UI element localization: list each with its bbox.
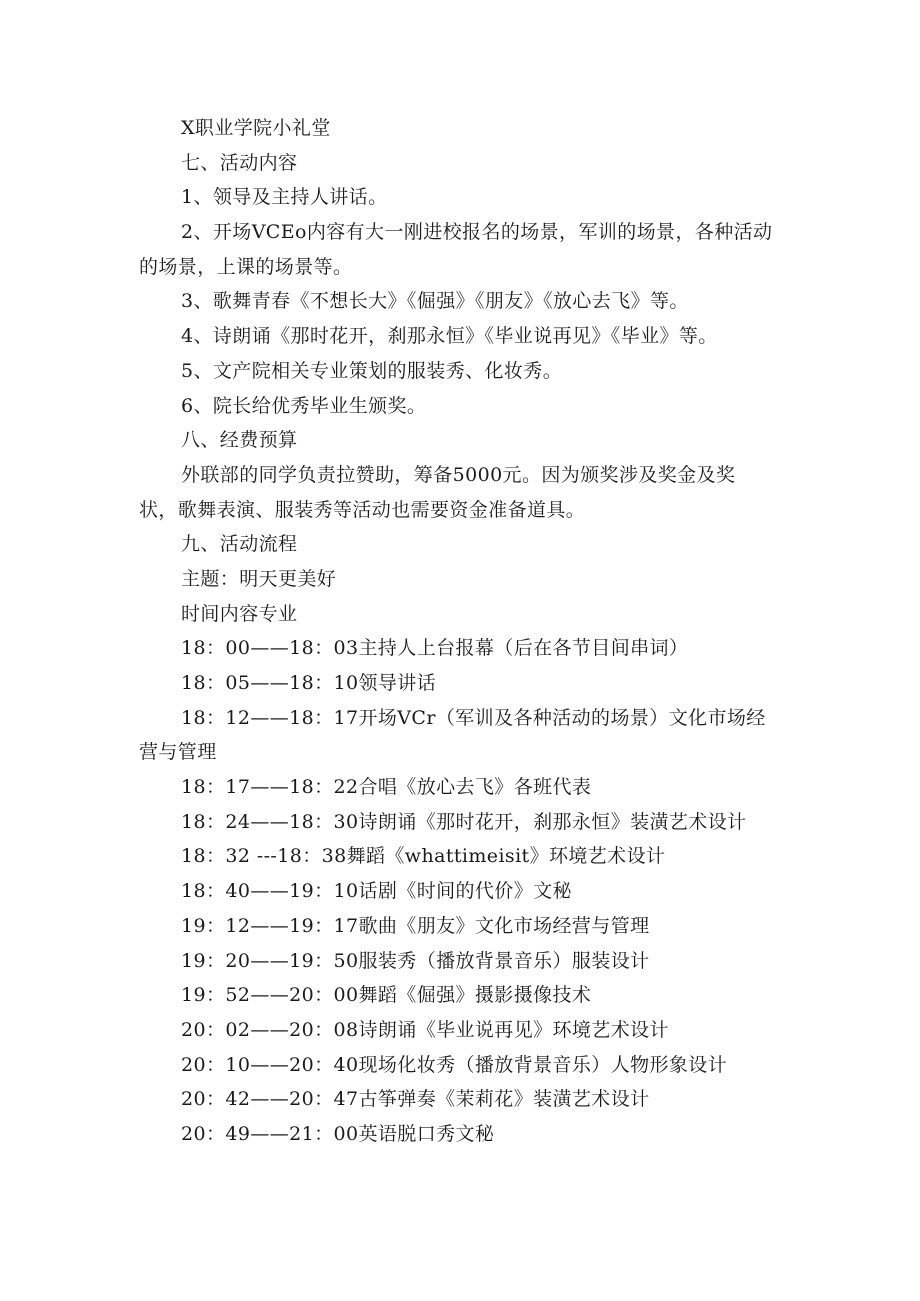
document-line: 18：12——18：17开场VCr（军训及各种活动的场景）文化市场经 <box>181 706 766 729</box>
document-line: 6、院长给优秀毕业生颁奖。 <box>181 394 427 417</box>
document-line: 的场景，上课的场景等。 <box>139 255 353 278</box>
document-line: 2、开场VCEo内容有大一刚进校报名的场景，军训的场景，各种活动 <box>181 221 773 244</box>
document-line: 20：49——21：00英语脱口秀文秘 <box>181 1122 495 1145</box>
document-line: X职业学院小礼堂 <box>181 117 331 139</box>
document-line: 七、活动内容 <box>181 151 298 174</box>
document-line: 3、歌舞青春《不想长大》《倔强》《朋友》《放心去飞》等。 <box>181 290 689 313</box>
document-line: 主题：明天更美好 <box>181 567 337 590</box>
document-line: 5、文产院相关专业策划的服装秀、化妆秀。 <box>181 359 563 382</box>
document-line: 19：20——19：50服装秀（播放背景音乐）服装设计 <box>181 949 650 972</box>
document-line: 18：00——18：03主持人上台报幕（后在各节目间串词） <box>181 637 689 660</box>
document-line: 九、活动流程 <box>181 533 298 556</box>
document-line: 1、领导及主持人讲话。 <box>181 186 388 209</box>
document-line: 18：17——18：22合唱《放心去飞》各班代表 <box>181 776 592 799</box>
document-line: 19：12——19：17歌曲《朋友》文化市场经营与管理 <box>181 914 650 937</box>
document-line: 18：32 ---18：38舞蹈《whattimeisit》环境艺术设计 <box>181 845 666 868</box>
document-line: 营与管理 <box>139 741 217 764</box>
document-line: 18：24——18：30诗朗诵《那时花开，刹那永恒》装潢艺术设计 <box>181 810 747 833</box>
document-line: 19：52——20：00舞蹈《倔强》摄影摄像技术 <box>181 984 592 1007</box>
document-body <box>139 111 789 1152</box>
document-line: 时间内容专业 <box>181 602 298 625</box>
document-line: 外联部的同学负责拉赞助，筹备5000元。因为颁奖涉及奖金及奖 <box>181 463 736 486</box>
document-line: 八、经费预算 <box>181 429 298 452</box>
document-line: 状，歌舞表演、服装秀等活动也需要资金准备道具。 <box>139 498 586 521</box>
document-line: 20：10——20：40现场化妆秀（播放背景音乐）人物形象设计 <box>181 1053 728 1076</box>
document-line: 18：40——19：10话剧《时间的代价》文秘 <box>181 880 572 903</box>
document-line: 18：05——18：10领导讲话 <box>181 672 437 694</box>
document-line: 20：02——20：08诗朗诵《毕业说再见》环境艺术设计 <box>181 1018 669 1041</box>
document-line: 20：42——20：47古筝弹奏《茉莉花》装潢艺术设计 <box>181 1088 650 1111</box>
document-line: 4、诗朗诵《那时花开，刹那永恒》《毕业说再见》《毕业》等。 <box>181 325 718 348</box>
